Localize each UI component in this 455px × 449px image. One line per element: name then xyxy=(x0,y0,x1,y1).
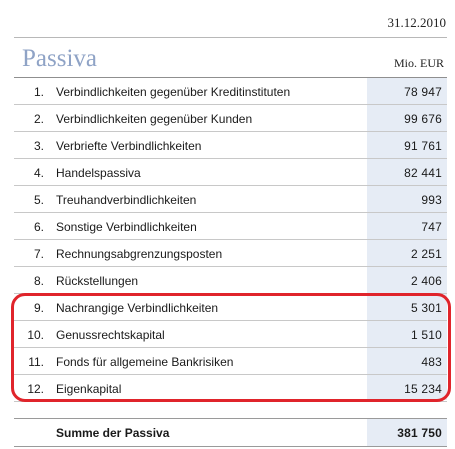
row-number: 10. xyxy=(27,328,44,342)
row-number: 1. xyxy=(33,85,44,99)
row-number: 5. xyxy=(33,193,44,207)
row-label: Handelspassiva xyxy=(56,166,141,180)
row-label: Verbindlichkeiten gegenüber Kreditinstituten xyxy=(56,85,291,99)
summary-value: 381 750 xyxy=(397,426,442,440)
row-label: Genussrechtskapital xyxy=(56,328,165,342)
row-value: 483 xyxy=(421,355,442,369)
row-label: Sonstige Verbindlichkeiten xyxy=(56,220,197,234)
row-number: 3. xyxy=(33,139,44,153)
row-value: 82 441 xyxy=(404,166,442,180)
row-label: Rückstellungen xyxy=(56,274,139,288)
row-value: 993 xyxy=(421,193,442,207)
row-value: 1 510 xyxy=(410,328,442,342)
summary-label: Summe der Passiva xyxy=(56,426,170,440)
row-number: 2. xyxy=(33,112,44,126)
section-title: Passiva xyxy=(22,45,97,72)
table-row xyxy=(14,213,447,240)
highlight-outline xyxy=(11,293,451,402)
top-rule xyxy=(14,37,447,38)
row-value: 2 406 xyxy=(410,274,442,288)
report-date: 31.12.2010 xyxy=(387,15,446,30)
row-value: 99 676 xyxy=(404,112,442,126)
row-label: Fonds für allgemeine Bankrisiken xyxy=(56,355,234,369)
row-label: Eigenkapital xyxy=(56,382,122,396)
row-number: 6. xyxy=(33,220,44,234)
row-number: 11. xyxy=(28,355,44,369)
table-row xyxy=(14,186,447,213)
summary-bottom-rule xyxy=(14,446,447,447)
table-row xyxy=(14,105,447,132)
row-number: 9. xyxy=(33,301,44,315)
row-number: 12. xyxy=(27,382,44,396)
row-number: 7. xyxy=(33,247,44,261)
table-row xyxy=(14,240,447,267)
row-number: 4. xyxy=(33,166,44,180)
table-row xyxy=(14,78,447,105)
row-value: 5 301 xyxy=(410,301,442,315)
row-label: Verbindlichkeiten gegenüber Kunden xyxy=(56,112,253,126)
row-label: Verbriefte Verbindlichkeiten xyxy=(56,139,202,153)
row-value: 747 xyxy=(421,220,442,234)
row-label: Nachrangige Verbindlichkeiten xyxy=(56,301,219,315)
row-value: 78 947 xyxy=(404,85,442,99)
row-value: 2 251 xyxy=(410,247,442,261)
table-row xyxy=(14,159,447,186)
row-value: 15 234 xyxy=(404,382,442,396)
row-number: 8. xyxy=(33,274,44,288)
row-label: Treuhandverbindlichkeiten xyxy=(56,193,197,207)
table-row xyxy=(14,132,447,159)
row-label: Rechnungsabgrenzungsposten xyxy=(56,247,223,261)
unit-label: Mio. EUR xyxy=(393,56,444,70)
table-row xyxy=(14,267,447,294)
row-value: 91 761 xyxy=(404,139,442,153)
